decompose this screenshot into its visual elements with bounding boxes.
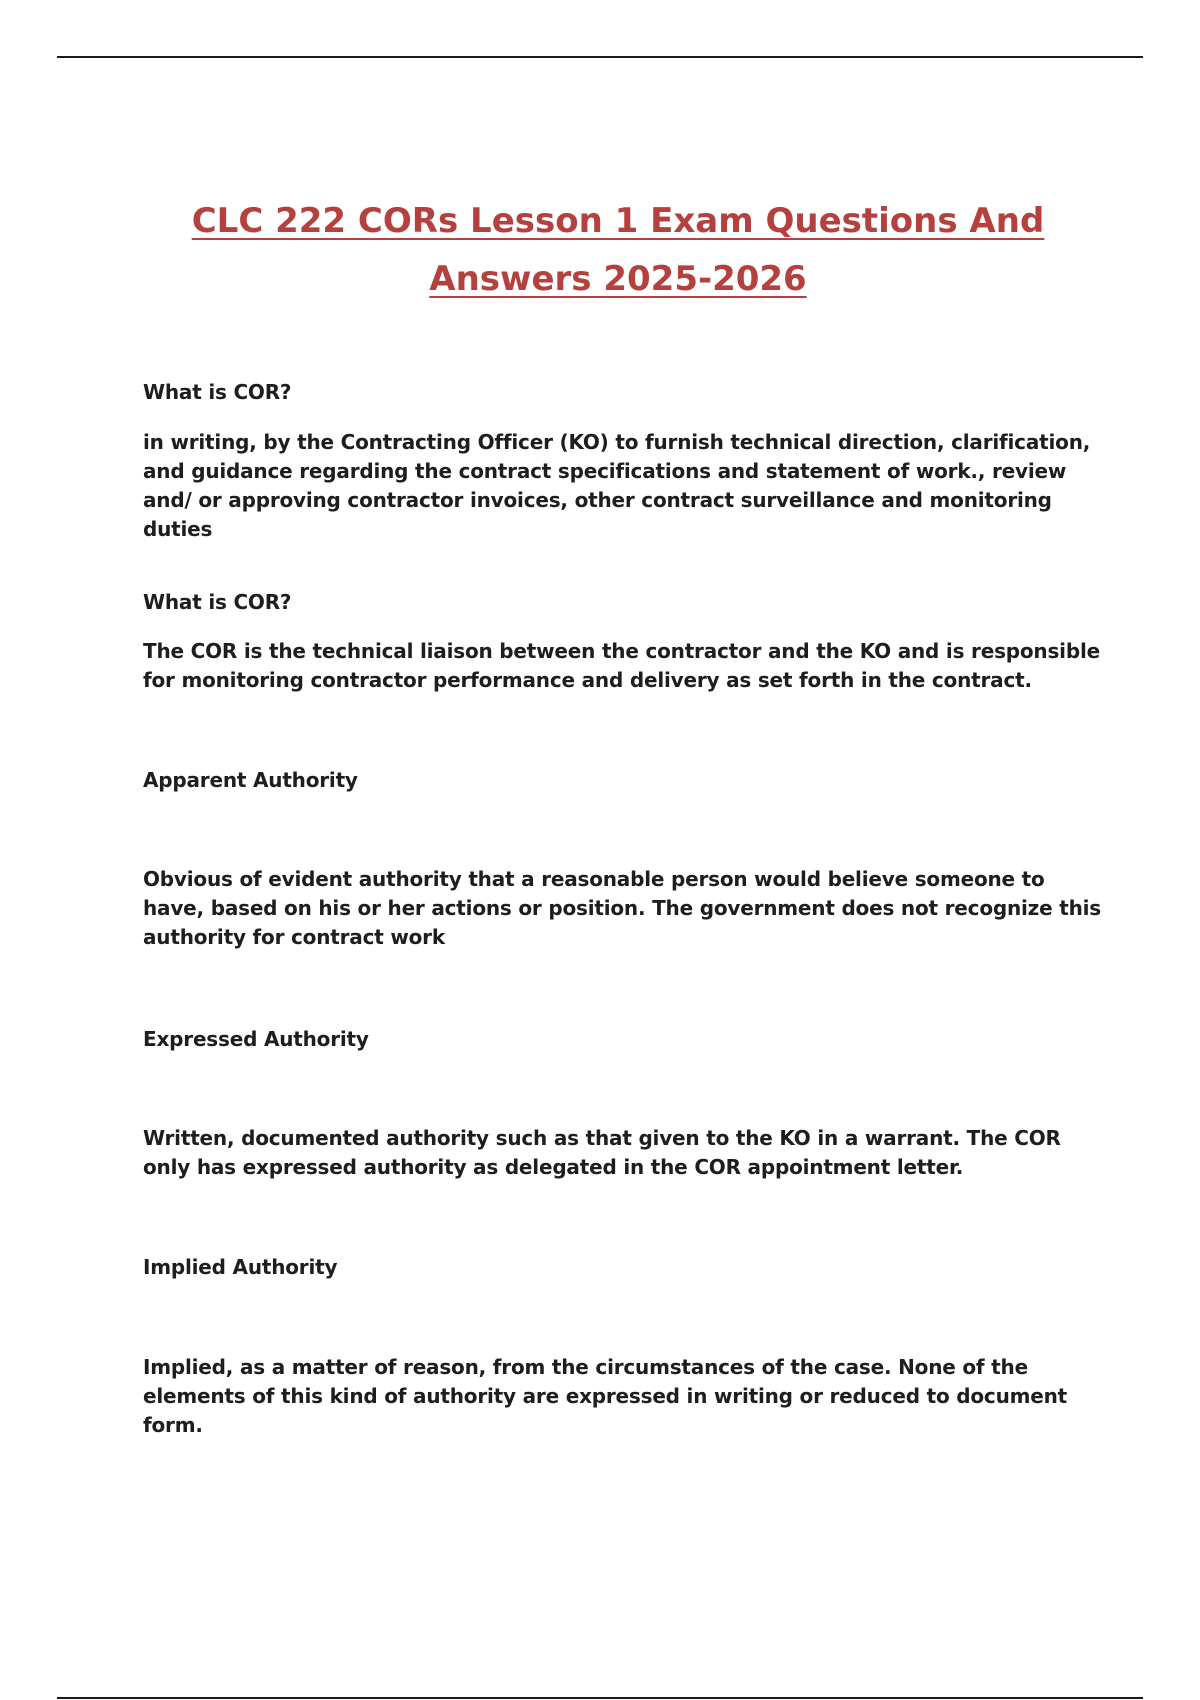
item-1-term: What is COR? — [143, 380, 292, 404]
item-3-term: Apparent Authority — [143, 768, 358, 792]
document-title-text: CLC 222 CORs Lesson 1 Exam Questions And Answers 2025-2026 — [191, 201, 1045, 299]
item-4-definition: Written, documented authority such as that given to the KO in a warrant. The COR only has expressed authority as delegated in the COR appointment letter. — [143, 1126, 1061, 1179]
item-5-term: Implied Authority — [143, 1255, 338, 1279]
item-1-definition: in writing, by the Contracting Officer (KO) to furnish technical direction, clarification, and guidance regarding the contract specifications and statement of work., review and/ or approving contractor invoices, other contract surveillance and monitoring duties — [143, 430, 1091, 541]
item-4-term: Expressed Authority — [143, 1027, 369, 1051]
item-3-definition: Obvious of evident authority that a reasonable person would believe someone to have, based on his or her actions or position. The government does not recognize this authority for contract work — [143, 867, 1101, 949]
item-5-definition: Implied, as a matter of reason, from the circumstances of the case. None of the elements of this kind of authority are expressed in writing or reduced to document form. — [143, 1355, 1068, 1437]
document-title — [120, 192, 1116, 308]
item-2-definition: The COR is the technical liaison between the contractor and the KO and is responsible for monitoring contractor performance and delivery as set forth in the contract. — [143, 639, 1100, 692]
bottom-rule — [57, 1697, 1143, 1699]
top-rule — [57, 56, 1143, 58]
item-2-term: What is COR? — [143, 590, 292, 614]
